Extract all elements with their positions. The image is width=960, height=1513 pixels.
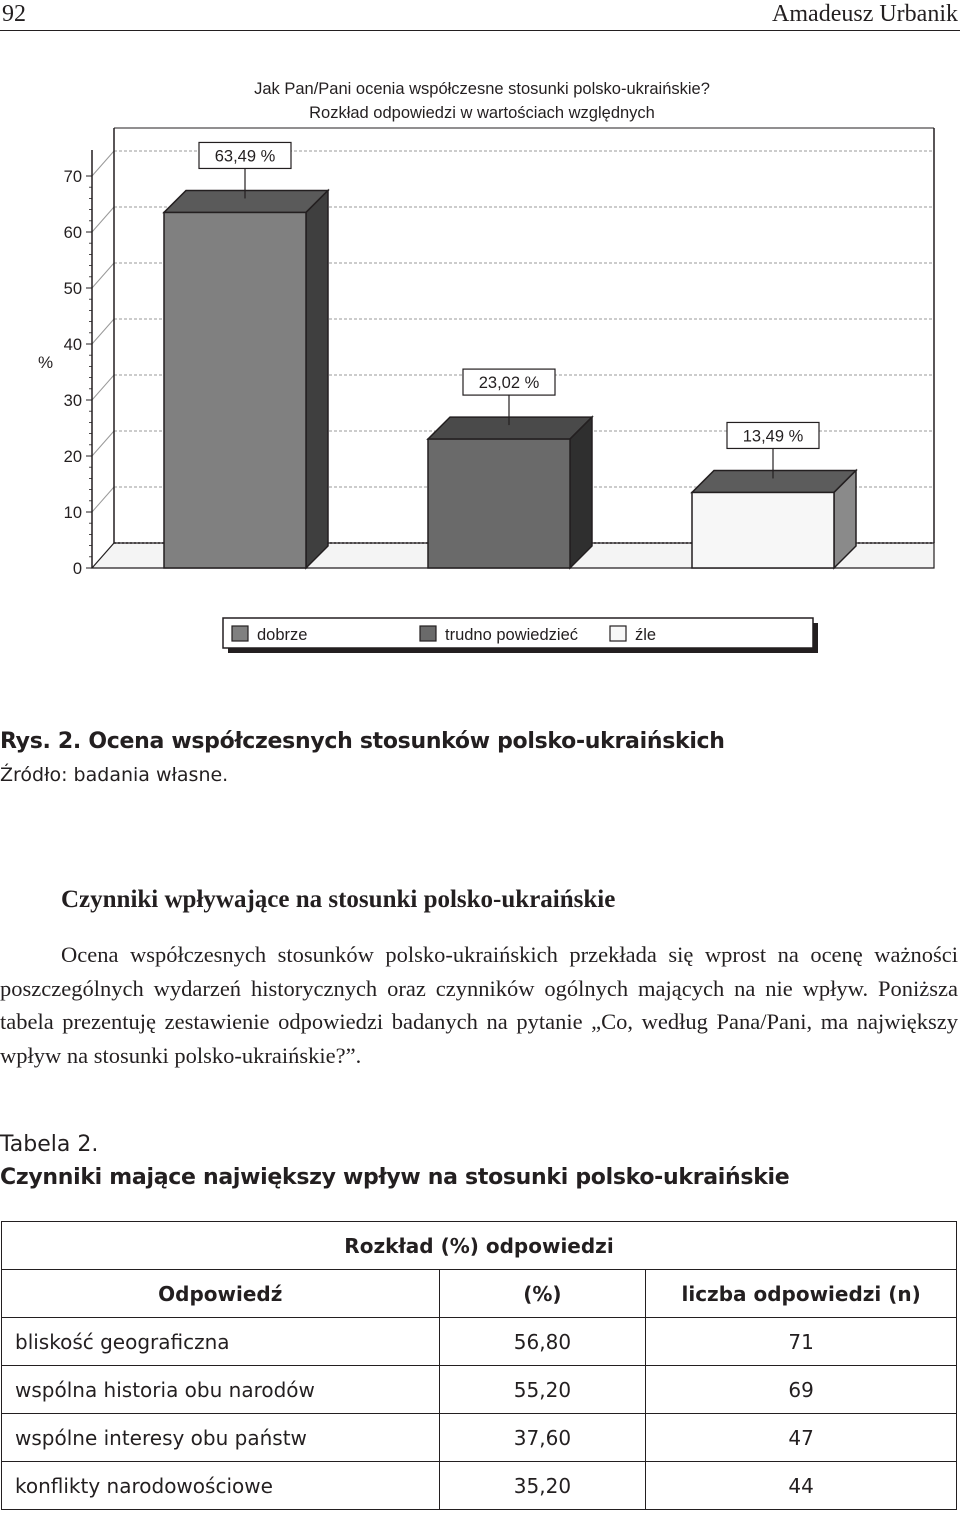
y-tick-label: 0 [72, 560, 82, 578]
bar-zle [692, 492, 834, 568]
column-header-answer: Odpowiedź [2, 1270, 440, 1318]
gridline-side [92, 319, 114, 344]
gridline-side [92, 151, 114, 176]
factors-table [1, 1221, 957, 1510]
y-tick-label: 50 [63, 280, 82, 298]
cell-count: 71 [646, 1318, 957, 1366]
table-row [2, 1462, 957, 1510]
chart-legend [223, 618, 818, 653]
cell-answer: bliskość geograficzna [2, 1318, 440, 1366]
header-rule [0, 30, 960, 31]
cell-answer: konflikty narodowościowe [2, 1462, 440, 1510]
bar-trudno_powiedziec [428, 439, 570, 568]
gridline-side [92, 431, 114, 456]
figure-source: Źródło: badania własne. [0, 764, 229, 786]
chart-title: Jak Pan/Pani ocenia współczesne stosunki polsko-ukraińskie? [254, 80, 710, 98]
gridline-side [92, 207, 114, 232]
cell-percent: 56,80 [439, 1318, 646, 1366]
table-header-row [2, 1270, 957, 1318]
cell-percent: 37,60 [439, 1414, 646, 1462]
legend-label: źle [635, 626, 657, 644]
cell-answer: wspólne interesy obu państw [2, 1414, 440, 1462]
bar-top [692, 470, 856, 492]
gridline-side [92, 487, 114, 512]
cell-answer: wspólna historia obu narodów [2, 1366, 440, 1414]
legend-label: trudno powiedzieć [445, 626, 578, 644]
y-tick-label: 20 [63, 448, 82, 466]
gridline-side [92, 263, 114, 288]
y-tick-label: 70 [63, 168, 82, 186]
table-row [2, 1318, 957, 1366]
cell-count: 47 [646, 1414, 957, 1462]
data-label: 13,49 % [742, 427, 804, 446]
bar-top [164, 190, 328, 212]
cell-count: 44 [646, 1462, 957, 1510]
data-label: 63,49 % [214, 147, 276, 166]
table-group-header: Rozkład (%) odpowiedzi [2, 1222, 957, 1270]
data-label: 23,02 % [478, 374, 540, 393]
gridline-side [92, 375, 114, 400]
bar-side [570, 417, 592, 568]
legend-swatch [232, 626, 248, 641]
cell-count: 69 [646, 1366, 957, 1414]
running-head [0, 0, 960, 30]
bar-side [306, 190, 328, 568]
table-row [2, 1414, 957, 1462]
legend-label: dobrze [257, 626, 308, 644]
chart-subtitle: Rozkład odpowiedzi w wartościach względnych [309, 104, 655, 122]
y-axis-label: % [38, 353, 54, 372]
legend-swatch [610, 626, 626, 641]
table-group-header-row [2, 1222, 957, 1270]
legend-swatch [420, 626, 436, 641]
table-label: Tabela 2. [0, 1132, 99, 1157]
body-paragraph: Ocena współczesnych stosunków polsko-ukraińskich przekłada się wprost na ocenę ważności poszczególnych wydarzeń historycznych oraz czynników ogólnych mających na nie wpływ. Poniższa tabela prezentuję zestawienie odpowiedzi badanych na pytanie „Co, według Pana/Pani, ma największy wpływ na stosunki polsko-ukraińskie?”. [0, 942, 958, 1068]
table-title: Czynniki mające największy wpływ na stosunki polsko-ukraińskie [0, 1165, 790, 1190]
cell-percent: 35,20 [439, 1462, 646, 1510]
y-tick-label: 10 [63, 504, 82, 522]
bar-dobrze [164, 212, 306, 568]
figure-caption: Rys. 2. Ocena współczesnych stosunków polsko-ukraińskich [0, 729, 725, 754]
y-tick-label: 30 [63, 392, 82, 410]
page-number: 92 [2, 1, 26, 27]
y-tick-label: 40 [63, 336, 82, 354]
bar-chart [0, 60, 960, 660]
y-tick-label: 60 [63, 224, 82, 242]
section-heading: Czynniki wpływające na stosunki polsko-ukraińskie [61, 886, 616, 913]
running-head-author: Amadeusz Urbanik [772, 1, 958, 27]
column-header-count: liczba odpowiedzi (n) [646, 1270, 957, 1318]
table-row [2, 1366, 957, 1414]
bar-top [428, 417, 592, 439]
cell-percent: 55,20 [439, 1366, 646, 1414]
column-header-percent: (%) [439, 1270, 646, 1318]
